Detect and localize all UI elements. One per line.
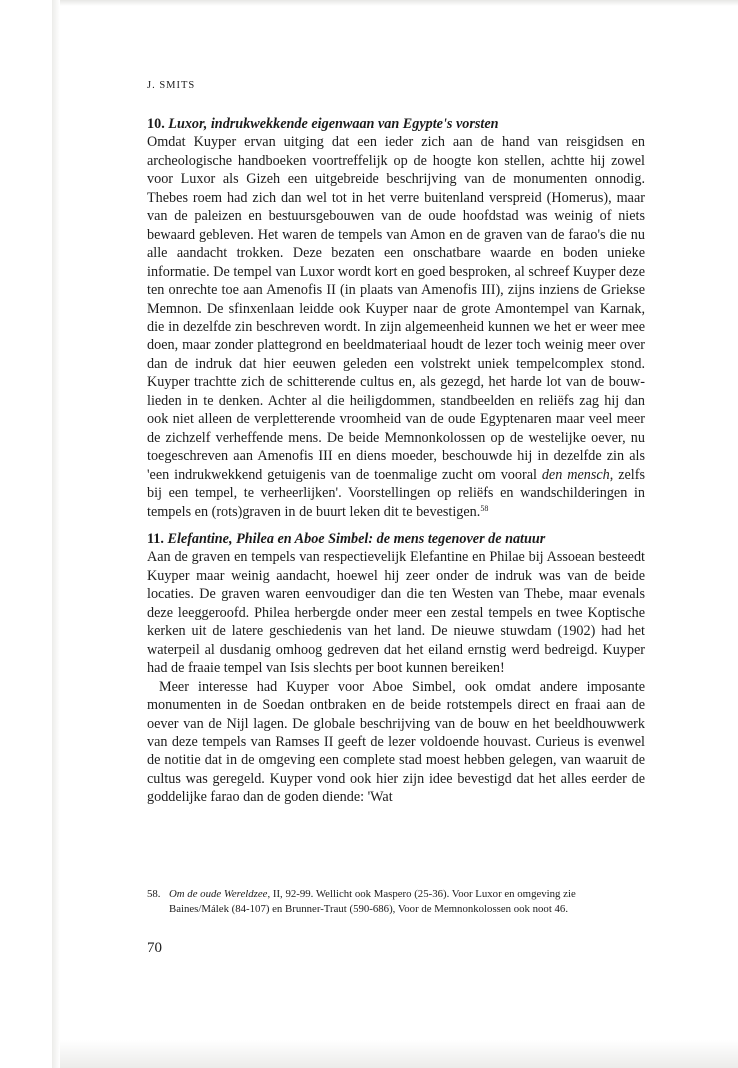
section-11-number: 11. — [147, 530, 164, 547]
footnote-58 — [147, 887, 647, 916]
section-10-emphasis: den mensch — [541, 466, 610, 483]
footnote-line-2: Baines/Málek (84-107) en Brunner-Traut (590-686), Voor de Memnonkolossen ook noot 46. — [169, 902, 569, 915]
section-11-heading — [147, 530, 645, 548]
section-10-paragraph — [147, 133, 645, 521]
main-text — [147, 115, 645, 807]
footnote-reference-58[interactable]: 58 — [480, 503, 489, 513]
page-shadow-top — [60, 0, 738, 6]
page-number: 70 — [147, 940, 162, 956]
footnote-line-1: , II, 92-99. Wellicht ook Maspero (25-36). Voor Luxor en omgeving zie — [267, 888, 576, 900]
section-10-text-a: Omdat Kuyper ervan uitging dat een ieder zich aan de hand van reisgidsen en archeologische handboeken voortreffelijk op de hoogte kon stellen, achtte hij zowel voor Luxor als Gizeh een uitgebreide beschrijving van de monumenten onnodig. Thebes roem had zich dan wel tot in het verre buitenland verspreid (Homerus), maar van de paleizen en bestuursgebouwen van de oude hoofdstad was weinig of niets bewaard gebleven. Het waren de tempels van Amon en de graven van de farao's die nu alle aandacht trokken. Deze bezaten een onschatbare waarde en boden unieke informatie. De tempel van Luxor wordt kort en goed besproken, al schreef Kuyper deze ten onrechte toe aan Amenofis II (in plaats van Amenofis III), zijns inziens de Griekse Memnon. De sfinxenlaan leidde ook Kuyper naar de grote Amontempel van Karnak, die in dezelfde zin beschreven wordt. In zijn algemeenheid kunnen we het er weer mee doen, maar zonder plattegrond en beeldmateriaal houdt de lezer toch weinig meer over dan de indruk dat hier eeuwen geleden een volstrekt uniek tempelcomplex stond. Kuyper trachtte zich de schitterende cultus en, als gezegd, het harde lot van de bouwlieden in te denken. Achter al die heiligdommen, standbeelden en reliëfs zag hij dan ook niet alleen de verpletterende vroomheid van de oude Egyptenaren maar veel meer de zichzelf verheffende mens. De beide Memnonkolossen op de westelijke oever, nu toegeschreven aan Amenofis III en diens moeder, beschouwde hij in dezelfde zin als 'een indrukwekkend getuigenis van de toenmalige zucht om vooral — [147, 134, 645, 483]
footnote-source-title: Om de oude Wereldzee — [169, 888, 268, 900]
page-shadow-bottom — [60, 1040, 738, 1068]
running-head: J. SMITS — [147, 80, 196, 91]
page-shadow-left — [52, 0, 60, 1068]
section-10-number: 10. — [147, 116, 165, 132]
section-11-title: Elefantine, Philea en Aboe Simbel: de mens tegenover de natuur — [167, 530, 546, 547]
section-10-title: Luxor, indrukwekkende eigenwaan van Egypte's vorsten — [168, 116, 499, 132]
section-spacer — [147, 521, 645, 530]
section-10-heading — [147, 115, 645, 133]
section-11-paragraph-1: Aan de graven en tempels van respectievelijk Elefantine en Philae bij Assoean besteedt Kuyper maar weinig aandacht, hoewel hij zeer onder de indruk was van de beide locaties. De graven waren eenvoudiger dan die ten Westen van Thebe, maar evenals deze leeggeroofd. Philea herbergde onder meer een zestal tempels en twee Koptische kerken uit de latere geschiedenis van het land. De nieuwe stuwdam (1902) had het waterpeil al dusdanig omhoog gedreven dat het eiland ernstig werd bedreigd. Kuyper had de fraaie tempel van Isis slechts per boot kunnen bereiken! — [147, 549, 645, 677]
section-10-text-b: , zelfs bij een tempel, te verheerlijken'. Voorstellingen op reliëfs en wandschilderingen in tempels en (rots)graven in de buurt leken dit te bevestigen. — [147, 466, 645, 520]
section-11-paragraph-2: Meer interesse had Kuyper voor Aboe Simbel, ook omdat andere imposante monumenten in de Soedan ontbraken en de beide rotstempels direct en fraai aan de oever van de Nijl lagen. De globale beschrijving van de bouw en het beeldhouwwerk van deze tempels van Ramses II geeft de lezer voldoende houvast. Curieus is evenwel de notitie dat in de omgeving een complete stad moest hebben gelegen, van waaruit de cultus was geregeld. Kuyper vond ook hier zijn idee bevestigd dat het alles eerder de goddelijke farao dan de goden diende: 'Wat — [147, 678, 645, 806]
footnote-number: 58. — [147, 888, 161, 900]
